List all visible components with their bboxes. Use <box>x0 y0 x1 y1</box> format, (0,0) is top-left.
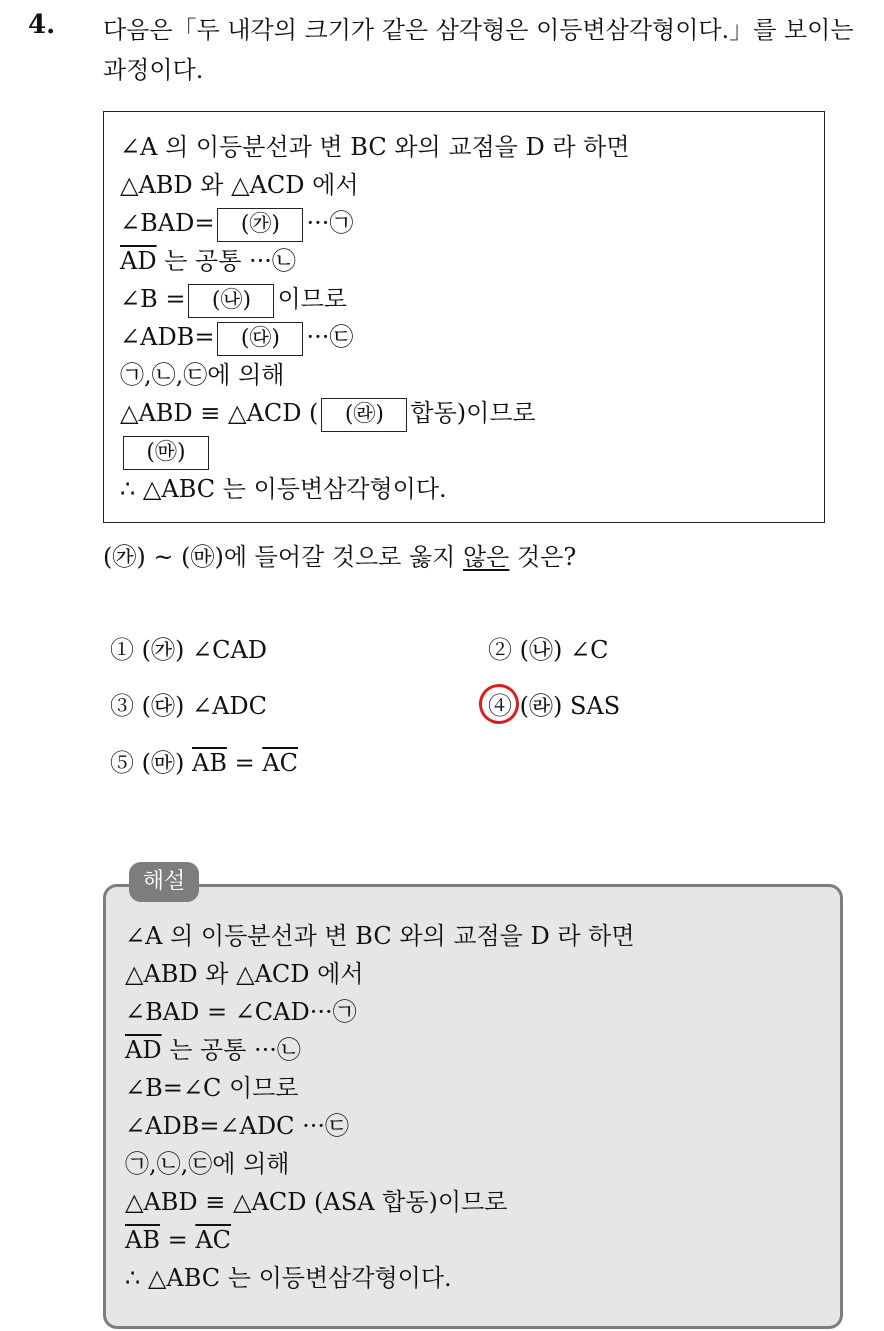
solution-line-4 <box>125 1032 301 1068</box>
solution-line-8: △ABD ≡ △ACD (ASA 합동)이므로 <box>125 1188 508 1216</box>
proof-line-6-text: ∠ADB= <box>120 323 215 351</box>
blank-da: (㉰) <box>217 322 303 356</box>
solution-equals-sign: = <box>159 1226 196 1254</box>
solution-line-2: △ABD 와 △ACD 에서 <box>125 960 364 988</box>
choice-4-number: ④ <box>488 692 512 720</box>
blank-ga: (㉮) <box>217 208 303 242</box>
prompt-end: 것은? <box>509 543 577 571</box>
prompt-text: (㉮) ~ (㉲)에 들어갈 것으로 옳지 <box>103 543 463 571</box>
proof-line-10: ∴ △ABC 는 이등변삼각형이다. <box>120 475 447 503</box>
proof-line-7: ㉠,㉡,㉢에 의해 <box>120 361 285 389</box>
proof-line-4-text: 는 공통 ···㉡ <box>156 247 296 275</box>
question-prompt <box>103 537 576 572</box>
choice-1[interactable]: ① (㉮) ∠CAD <box>110 636 268 664</box>
proof-line-8-tag: 합동)이므로 <box>410 399 536 427</box>
segment-ad: $\overline{AD}$ <box>120 247 157 275</box>
blank-na: (㉯) <box>188 284 274 318</box>
solution-line-3: ∠BAD = ∠CAD···㉠ <box>125 998 357 1026</box>
solution-tag: 해설 <box>129 862 199 902</box>
blank-ma: (㉲) <box>123 436 209 470</box>
proof-line-8-text: △ABD ≡ △ACD ( <box>120 399 319 427</box>
choice-4-text: (㉱) SAS <box>519 692 621 720</box>
solution-segment-ac: $\overline{AC}$ <box>195 1226 232 1254</box>
proof-line-3 <box>120 205 353 241</box>
question-stem: 다음은「두 내각의 크기가 같은 삼각형은 이등변삼각형이다.」를 보이는 과정이다. <box>103 16 854 84</box>
blank-ra: (㉱) <box>321 398 407 432</box>
proof-line-9 <box>120 433 212 469</box>
solution-line-5: ∠B=∠C 이므로 <box>125 1074 299 1102</box>
solution-segment-ad: $\overline{AD}$ <box>125 1036 162 1064</box>
solution-line-1: ∠A 의 이등분선과 변 BC 와의 교점을 D 라 하면 <box>125 922 635 950</box>
proof-line-6 <box>120 319 353 355</box>
proof-line-8 <box>120 395 536 431</box>
choice-3[interactable]: ③ (㉰) ∠ADC <box>110 692 268 720</box>
proof-line-3-tag: ···㉠ <box>306 209 354 237</box>
proof-line-6-tag: ···㉢ <box>306 323 354 351</box>
choice-2[interactable]: ② (㉯) ∠C <box>488 636 609 664</box>
solution-line-4-text: 는 공통 ···㉡ <box>161 1036 301 1064</box>
question-number: 4. <box>28 10 56 40</box>
solution-line-6: ∠ADB=∠ADC ···㉢ <box>125 1112 349 1140</box>
segment-ac: $\overline{AC}$ <box>262 749 299 777</box>
segment-ab: $\overline{AB}$ <box>191 749 227 777</box>
choice-5[interactable] <box>110 745 298 781</box>
proof-line-3-text: ∠BAD= <box>120 209 215 237</box>
prompt-underlined: 않은 <box>463 543 510 571</box>
solution-segment-ab: $\overline{AB}$ <box>125 1226 160 1254</box>
proof-line-5-text: ∠B = <box>120 285 186 313</box>
solution-line-10: ∴ △ABC 는 이등변삼각형이다. <box>125 1264 452 1292</box>
equals-sign: = <box>226 749 263 777</box>
proof-line-1: ∠A 의 이등분선과 변 BC 와의 교점을 D 라 하면 <box>120 133 630 161</box>
proof-line-5 <box>120 281 347 317</box>
solution-line-9 <box>125 1222 231 1258</box>
choice-5-text: ⑤ (㉲) <box>110 749 192 777</box>
proof-line-4 <box>120 243 296 279</box>
solution-line-7: ㉠,㉡,㉢에 의해 <box>125 1150 290 1178</box>
proof-line-2: △ABD 와 △ACD 에서 <box>120 171 359 199</box>
proof-line-5-tag: 이므로 <box>277 285 348 313</box>
